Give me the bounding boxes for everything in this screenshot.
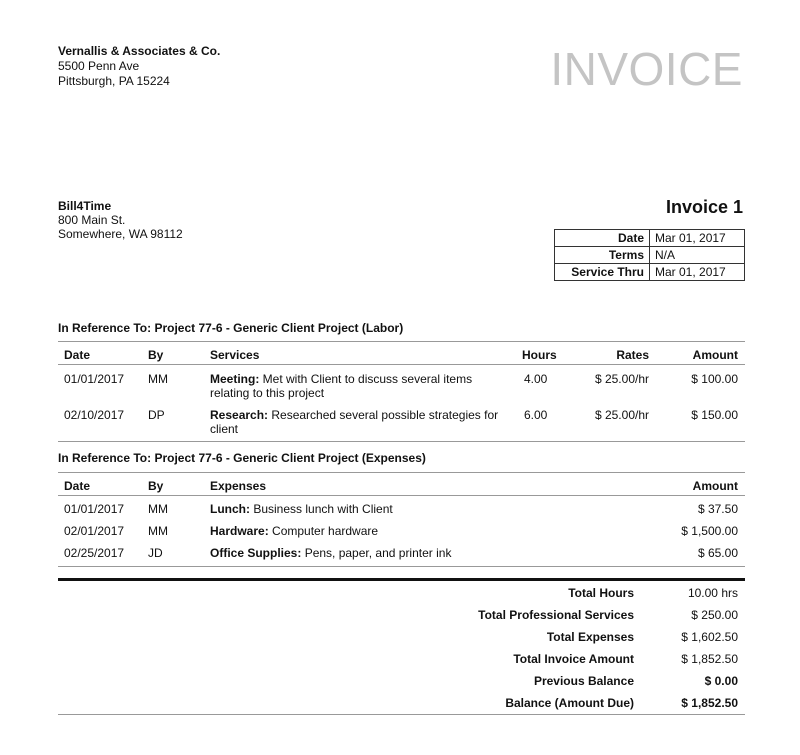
expense-type: Office Supplies: (210, 546, 302, 560)
divider (58, 566, 745, 567)
meta-label: Date (555, 230, 650, 247)
row-amount: $ 37.50 (697, 502, 738, 516)
expenses-header-row (58, 473, 745, 496)
meta-label: Service Thru (555, 264, 650, 281)
previous-balance-label: Previous Balance (533, 674, 634, 688)
meta-label: Terms (555, 247, 650, 264)
expenses-section-title: In Reference To: Project 77-6 - Generic Client Project (Expenses) (58, 451, 426, 465)
firm-address (58, 44, 220, 89)
service-desc: Researched several possible strategies for client (210, 408, 499, 436)
total-invoice-label: Total Invoice Amount (513, 652, 634, 666)
service-type: Research: (210, 408, 269, 422)
firm-street: 5500 Penn Ave (58, 59, 140, 73)
totals-divider (58, 578, 745, 581)
row-rate: $ 25.00/hr (594, 372, 649, 386)
row-date: 02/10/2017 (64, 408, 125, 422)
meta-value: Mar 01, 2017 (650, 230, 745, 247)
row-date: 02/01/2017 (64, 524, 125, 538)
client-address (58, 199, 183, 241)
row-by: MM (148, 502, 168, 516)
client-city: Somewhere, WA 98112 (58, 227, 183, 241)
meta-value: N/A (650, 247, 745, 264)
row-expense (210, 546, 451, 560)
col-rates: Rates (616, 348, 649, 362)
total-expenses-label: Total Expenses (546, 630, 634, 644)
divider (58, 714, 745, 715)
row-amount: $ 100.00 (691, 372, 738, 386)
row-by: JD (148, 546, 163, 560)
client-street: 800 Main St. (58, 213, 126, 227)
row-amount: $ 1,500.00 (681, 524, 738, 538)
total-invoice-value: $ 1,852.50 (681, 652, 738, 666)
row-expense (210, 524, 378, 538)
row-rate: $ 25.00/hr (594, 408, 649, 422)
col-expenses: Expenses (210, 479, 267, 493)
total-services-value: $ 250.00 (691, 608, 738, 622)
expense-desc: Business lunch with Client (250, 502, 393, 516)
total-hours-value: 10.00 hrs (687, 586, 738, 600)
total-services-label: Total Professional Services (478, 608, 634, 622)
row-date: 02/25/2017 (64, 546, 125, 560)
expense-desc: Pens, paper, and printer ink (301, 546, 452, 560)
row-hours: 4.00 (524, 372, 548, 386)
total-hours-label: Total Hours (568, 586, 634, 600)
col-amount: Amount (692, 348, 738, 362)
service-desc: Met with Client to discuss several items relating to this project (210, 372, 473, 400)
row-by: MM (148, 372, 168, 386)
col-by: By (148, 348, 164, 362)
meta-row-terms (555, 247, 745, 264)
invoice-meta-table (554, 229, 745, 281)
firm-name: Vernallis & Associates & Co. (58, 44, 221, 58)
col-date: Date (64, 479, 91, 493)
client-name: Bill4Time (58, 199, 112, 213)
row-date: 01/01/2017 (64, 372, 125, 386)
expense-type: Lunch: (210, 502, 250, 516)
invoice-number: Invoice 1 (665, 197, 743, 217)
document-title: INVOICE (550, 43, 743, 95)
row-amount: $ 150.00 (691, 408, 738, 422)
balance-due-value: $ 1,852.50 (681, 696, 738, 710)
meta-row-service-thru (555, 264, 745, 281)
meta-value: Mar 01, 2017 (650, 264, 745, 281)
previous-balance-value: $ 0.00 (704, 674, 738, 688)
row-by: DP (148, 408, 165, 422)
labor-section-title: In Reference To: Project 77-6 - Generic Client Project (Labor) (58, 321, 404, 335)
row-service (210, 372, 500, 400)
expense-type: Hardware: (210, 524, 269, 538)
col-date: Date (64, 348, 91, 362)
row-by: MM (148, 524, 168, 538)
row-service (210, 408, 500, 436)
firm-city: Pittsburgh, PA 15224 (58, 74, 170, 88)
row-amount: $ 65.00 (697, 546, 738, 560)
col-amount: Amount (692, 479, 738, 493)
col-services: Services (210, 348, 260, 362)
labor-header-row (58, 342, 745, 365)
col-hours: Hours (522, 348, 557, 362)
total-expenses-value: $ 1,602.50 (681, 630, 738, 644)
col-by: By (148, 479, 164, 493)
expense-desc: Computer hardware (268, 524, 379, 538)
meta-row-date (555, 230, 745, 247)
balance-due-label: Balance (Amount Due) (505, 696, 634, 710)
divider (58, 441, 745, 442)
row-hours: 6.00 (524, 408, 548, 422)
row-date: 01/01/2017 (64, 502, 125, 516)
service-type: Meeting: (210, 372, 260, 386)
row-expense (210, 502, 393, 516)
